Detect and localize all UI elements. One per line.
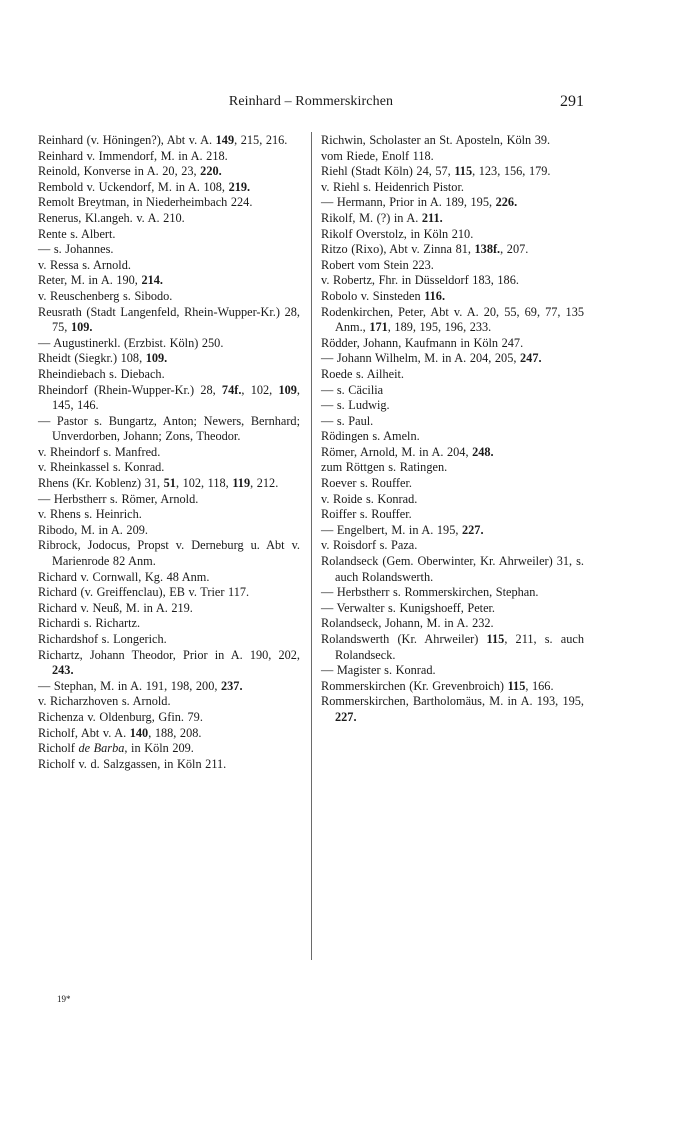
entry-text: Richartz, Johann Theodor, Prior in A. 190, 202, — [38, 647, 300, 662]
index-entry — [321, 694, 584, 725]
bold-reference: 140 — [129, 725, 149, 740]
entry-text: Richenza v. Oldenburg, Gfin. 79. — [38, 709, 203, 724]
entry-text: Rheindorf (Rhein-Wupper-Kr.) 28, — [38, 382, 222, 397]
entry-text: — s. Johannes. — [38, 242, 114, 257]
index-entry — [38, 460, 300, 476]
entry-text: , 212. — [250, 476, 279, 491]
entry-text: Rikolf Overstolz, in Köln 210. — [321, 226, 474, 241]
index-entry — [321, 554, 584, 585]
bold-reference: 115 — [454, 164, 473, 179]
entry-text: Roever s. Rouffer. — [321, 476, 412, 491]
bold-reference: 247. — [520, 351, 542, 366]
index-entry — [38, 632, 300, 648]
index-entry — [38, 507, 300, 523]
index-entry — [38, 305, 300, 336]
index-entry — [38, 336, 300, 352]
bold-reference: 149 — [215, 133, 235, 147]
entry-text: — Herbstherr s. Römer, Arnold. — [38, 491, 199, 506]
index-entry — [321, 476, 584, 492]
index-entry — [321, 258, 584, 274]
entry-text: — Herbstherr s. Rommerskirchen, Stephan. — [321, 585, 539, 600]
bold-reference: 116. — [424, 288, 446, 303]
index-entry — [321, 663, 584, 679]
entry-text: Reinhard v. Immendorf, M. in A. 218. — [38, 148, 228, 163]
index-entry — [321, 336, 584, 352]
index-entry — [321, 305, 584, 336]
index-entry — [38, 133, 300, 149]
bold-reference: 219. — [228, 179, 251, 194]
index-entry — [38, 258, 300, 274]
index-entry — [38, 523, 300, 539]
bold-reference: 211. — [421, 210, 443, 225]
index-entry — [38, 585, 300, 601]
entry-text: — Verwalter s. Kunigshoeff, Peter. — [321, 600, 496, 615]
bold-reference: 226. — [495, 195, 518, 210]
bold-reference: 115 — [486, 632, 505, 646]
index-entry — [321, 367, 584, 383]
index-entry — [321, 507, 584, 523]
index-entry — [38, 414, 300, 445]
index-entry — [321, 460, 584, 476]
index-entry — [321, 679, 584, 695]
entry-text: Richolf — [38, 741, 79, 756]
index-entry — [321, 351, 584, 367]
italic-text: de Barba — [78, 741, 125, 756]
entry-text: — Hermann, Prior in A. 189, 195, — [321, 195, 496, 210]
entry-text: Ritzo (Rixo), Abt v. Zinna 81, — [321, 242, 475, 257]
index-entry — [321, 601, 584, 617]
entry-text: Richard v. Neuß, M. in A. 219. — [38, 600, 193, 615]
entry-text: Robert vom Stein 223. — [321, 257, 434, 272]
index-entry — [38, 538, 300, 569]
index-entry — [38, 648, 300, 679]
entry-text: v. Riehl s. Heidenrich Pistor. — [321, 179, 464, 194]
index-entry — [321, 616, 584, 632]
bold-reference: 109 — [278, 382, 297, 397]
index-entry — [38, 757, 300, 773]
column-divider — [311, 132, 312, 960]
index-entry — [38, 726, 300, 742]
entry-text: , 215, 216. — [234, 133, 288, 147]
entry-text: Rödingen s. Ameln. — [321, 429, 420, 444]
bold-reference: 243. — [52, 663, 74, 678]
index-column-left — [38, 133, 300, 772]
entry-text: — Johann Wilhelm, M. in A. 204, 205, — [321, 351, 521, 366]
entry-text: Rheindiebach s. Diebach. — [38, 366, 165, 381]
index-column-right — [321, 133, 584, 726]
index-entry — [321, 195, 584, 211]
entry-text: Richardi s. Richartz. — [38, 616, 141, 631]
index-entry — [38, 476, 300, 492]
entry-text: Riehl (Stadt Köln) 24, 57, — [321, 164, 455, 179]
index-entry — [321, 289, 584, 305]
entry-text: , 102, 118, — [175, 476, 233, 491]
entry-text: v. Rheinkassel s. Konrad. — [38, 460, 165, 475]
entry-text: Römer, Arnold, M. in A. 204, — [321, 444, 473, 459]
index-entry — [38, 601, 300, 617]
index-entry — [38, 195, 300, 211]
index-entry — [38, 710, 300, 726]
index-entry — [38, 492, 300, 508]
index-entry — [38, 149, 300, 165]
bold-reference: 74f. — [221, 382, 242, 397]
entry-text: , 207. — [500, 242, 529, 257]
entry-text: v. Roide s. Konrad. — [321, 491, 418, 506]
entry-text: Ribodo, M. in A. 209. — [38, 522, 148, 537]
entry-text: vom Riede, Enolf 118. — [321, 148, 434, 163]
entry-text: — s. Paul. — [321, 413, 374, 428]
entry-text: Renerus, Kl.angeh. v. A. 210. — [38, 210, 185, 225]
entry-text: Richard v. Cornwall, Kg. 48 Anm. — [38, 569, 210, 584]
index-entry — [38, 180, 300, 196]
index-entry — [321, 538, 584, 554]
entry-text: , 166. — [525, 678, 554, 693]
entry-text: Rheidt (Siegkr.) 108, — [38, 351, 146, 366]
entry-text: Rolandseck, Johann, M. in A. 232. — [321, 616, 494, 631]
entry-text: v. Rhens s. Heinrich. — [38, 507, 142, 522]
entry-text: , 123, 156, 179. — [472, 164, 551, 179]
entry-text: Reinhard (v. Höningen?), Abt v. A. — [38, 133, 216, 147]
entry-text: v. Robertz, Fhr. in Düsseldorf 183, 186. — [321, 273, 519, 288]
entry-text: Robolo v. Sinsteden — [321, 288, 425, 303]
entry-text: Rommerskirchen, Bartholomäus, M. in A. 193, 195, — [321, 694, 584, 709]
index-entry — [38, 227, 300, 243]
index-entry — [321, 180, 584, 196]
entry-text: — Augustinerkl. (Erzbist. Köln) 250. — [38, 335, 224, 350]
entry-text: v. Roisdorf s. Paza. — [321, 538, 418, 553]
entry-text: Rolandseck (Gem. Oberwinter, Kr. Ahrweiler) 31, s. auch Rolandswerth. — [321, 554, 584, 584]
index-entry — [38, 383, 300, 414]
index-entry — [38, 741, 300, 757]
index-entry — [38, 367, 300, 383]
entry-text: Rembold v. Uckendorf, M. in A. 108, — [38, 179, 229, 194]
index-entry — [321, 242, 584, 258]
bold-reference: 109. — [145, 351, 168, 366]
entry-text: — s. Ludwig. — [321, 398, 390, 413]
index-entry — [321, 227, 584, 243]
entry-text: , 189, 195, 196, 233. — [387, 320, 492, 335]
entry-text: Rolandswerth (Kr. Ahrweiler) — [321, 632, 487, 646]
entry-text: Reter, M. in A. 190, — [38, 273, 142, 288]
entry-text: Reinold, Konverse in A. 20, 23, — [38, 164, 201, 179]
entry-text: — Magister s. Konrad. — [321, 663, 436, 678]
entry-text: v. Reuschenberg s. Sibodo. — [38, 288, 173, 303]
index-entry — [38, 694, 300, 710]
bold-reference: 171 — [369, 320, 388, 335]
entry-text: Rikolf, M. (?) in A. — [321, 210, 422, 225]
entry-text: Rodenkirchen, Peter, Abt v. A. 20, 55, 69, 77, 135 Anm., — [321, 304, 584, 335]
index-entry — [38, 211, 300, 227]
index-entry — [321, 414, 584, 430]
entry-text: zum Röttgen s. Ratingen. — [321, 460, 448, 475]
index-entry — [321, 211, 584, 227]
signature-mark: 19* — [57, 994, 71, 1004]
bold-reference: 51 — [163, 476, 176, 491]
bold-reference: 119 — [232, 476, 251, 491]
index-entry — [321, 585, 584, 601]
entry-text: — Stephan, M. in A. 191, 198, 200, — [38, 678, 221, 693]
entry-text: Richard (v. Greiffenclau), EB v. Trier 117. — [38, 585, 250, 600]
index-entry — [38, 445, 300, 461]
page-number: 291 — [560, 93, 584, 110]
index-entry — [38, 273, 300, 289]
index-entry — [38, 289, 300, 305]
bold-reference: 214. — [141, 273, 163, 288]
entry-text: — Pastor s. Bungartz, Anton; Newers, Bernhard; Unverdorben, Johann; Zons, Theodor. — [38, 413, 300, 444]
index-entry — [321, 149, 584, 165]
entry-text: Richolf, Abt v. A. — [38, 725, 130, 740]
index-entry — [38, 242, 300, 258]
running-header — [38, 94, 584, 114]
bold-reference: 115 — [507, 678, 526, 693]
bold-reference: 138f. — [474, 242, 501, 257]
bold-reference: 220. — [200, 164, 222, 179]
entry-text: — Engelbert, M. in A. 195, — [321, 522, 462, 537]
entry-text: Rente s. Albert. — [38, 226, 116, 241]
entry-text: Richardshof s. Longerich. — [38, 632, 167, 646]
index-entry — [321, 164, 584, 180]
entry-text: , 102, — [241, 382, 279, 397]
entry-text: Richolf v. d. Salzgassen, in Köln 211. — [38, 756, 227, 771]
entry-text: Rödder, Johann, Kaufmann in Köln 247. — [321, 335, 524, 350]
bold-reference: 227. — [335, 709, 357, 724]
entry-text: , 211, s. auch Rolandseck. — [335, 632, 585, 662]
index-entry — [321, 398, 584, 414]
entry-text: , in Köln 209. — [124, 741, 194, 756]
index-entry — [38, 570, 300, 586]
index-entry — [321, 273, 584, 289]
index-entry — [321, 383, 584, 399]
index-entry — [321, 429, 584, 445]
entry-text: , 188, 208. — [148, 725, 202, 740]
index-entry — [321, 133, 584, 149]
entry-text: Roiffer s. Rouffer. — [321, 507, 412, 522]
entry-text: , 145, 146. — [52, 382, 300, 413]
entry-text: v. Ressa s. Arnold. — [38, 257, 131, 272]
index-entry — [38, 164, 300, 180]
index-entry — [321, 492, 584, 508]
entry-text: Remolt Breytman, in Niederheimbach 224. — [38, 195, 253, 210]
index-entry — [321, 445, 584, 461]
entry-text: Roede s. Ailheit. — [321, 366, 404, 381]
index-entry — [321, 523, 584, 539]
bold-reference: 237. — [221, 678, 243, 693]
running-title: Reinhard – Rommerskirchen — [228, 94, 394, 109]
index-entry — [38, 679, 300, 695]
entry-text: v. Richarzhoven s. Arnold. — [38, 694, 171, 709]
bold-reference: 109. — [70, 320, 93, 335]
index-entry — [38, 616, 300, 632]
entry-text: v. Rheindorf s. Manfred. — [38, 444, 161, 459]
entry-text: Rommerskirchen (Kr. Grevenbroich) — [321, 678, 508, 693]
index-entry — [321, 632, 584, 663]
entry-text: — s. Cäcilia — [321, 382, 384, 397]
entry-text: Rhens (Kr. Koblenz) 31, — [38, 476, 164, 491]
bold-reference: 248. — [472, 444, 494, 459]
index-entry — [38, 351, 300, 367]
entry-text: Ribrock, Jodocus, Propst v. Derneburg u. Abt v. Marienrode 82 Anm. — [38, 538, 300, 569]
entry-text: Richwin, Scholaster an St. Aposteln, Köln 39. — [321, 133, 551, 147]
entry-text: Reusrath (Stadt Langenfeld, Rhein-Wupper-Kr.) 28, 75, — [38, 304, 300, 335]
bold-reference: 227. — [462, 522, 484, 537]
